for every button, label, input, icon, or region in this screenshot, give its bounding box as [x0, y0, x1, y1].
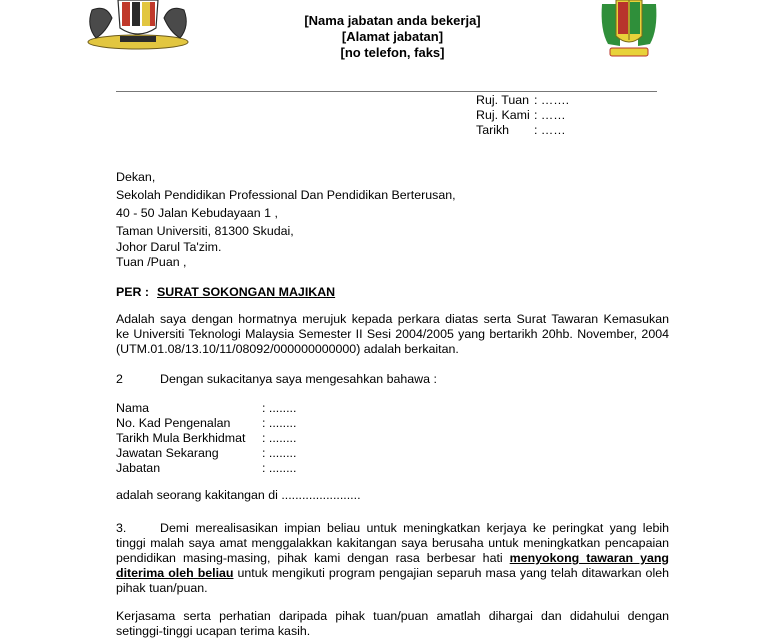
field-value: : ........: [262, 461, 297, 475]
right-crest-logo: [596, 0, 662, 62]
paragraph-1-line-2: ke Universiti Teknologi Malaysia Semester II Sesi 2004/2005 yang bertarikh 20hb. November, 2004: [116, 327, 669, 341]
staff-line: adalah seorang kakitangan di .......................: [116, 488, 361, 502]
field-value: : ........: [262, 416, 297, 430]
recipient-line-2: Sekolah Pendidikan Professional Dan Pendidikan Berterusan,: [116, 188, 456, 202]
recipient-line-5: Johor Darul Ta'zim.: [116, 240, 222, 254]
subject-line: [116, 285, 335, 300]
field-row-nama: [116, 401, 296, 416]
reference-block: [476, 93, 569, 138]
paragraph-2: [116, 372, 437, 387]
paragraph-3-line-1: [116, 521, 669, 536]
tarikh-row: [476, 123, 569, 138]
field-label: Nama: [116, 401, 150, 415]
paragraph-2-text: Dengan sukacitanya saya mengesahkan bahawa :: [160, 372, 437, 386]
paragraph-1-line-1: Adalah saya dengan hormatnya merujuk kepada perkara diatas serta Surat Tawaran Kemasukan: [116, 312, 669, 326]
subject-prefix: PER :: [116, 285, 150, 299]
paragraph-3-line-4: [116, 566, 669, 581]
ruj-tuan-value: : …….: [534, 93, 570, 107]
ruj-tuan-label: Ruj. Tuan: [476, 93, 530, 107]
field-value: : ........: [262, 431, 297, 445]
paragraph-3-line-3-text: pendidikan masing-masing, pihak kami dengan rasa berbesar hati: [116, 551, 510, 565]
paragraph-1: [116, 312, 669, 357]
field-label: Jawatan Sekarang: [116, 446, 219, 460]
closing-line-2: setinggi-tinggi ucapan terima kasih.: [116, 624, 311, 638]
recipient-line-3: 40 - 50 Jalan Kebudayaan 1 ,: [116, 206, 278, 220]
paragraph-1-line-3: (UTM.01.08/13.10/11/08092/000000000000) adalah berkaitan.: [116, 342, 459, 356]
paragraph-3-number: 3.: [116, 521, 127, 535]
ruj-kami-row: [476, 108, 569, 123]
department-address: [Alamat jabatan]: [341, 29, 444, 44]
field-value: : ........: [262, 401, 297, 415]
field-row-tarikh-mula: [116, 431, 296, 446]
salutation: Tuan /Puan ,: [116, 255, 187, 269]
department-phone-fax: [no telefon, faks]: [340, 45, 445, 60]
ruj-kami-value: : ……: [534, 108, 566, 122]
field-label: Jabatan: [116, 461, 161, 475]
tarikh-value: : ……: [534, 123, 566, 137]
closing-paragraph: [116, 609, 669, 639]
paragraph-3-line-1-text: Demi merealisasikan impian beliau untuk meningkatkan kerjaya ke peringkat yang lebih: [160, 521, 669, 535]
emphasis-support-offer: menyokong tawaran yang: [509, 551, 669, 565]
ruj-tuan-row: [476, 93, 569, 108]
ruj-kami-label: Ruj. Kami: [476, 108, 530, 122]
paragraph-3-line-3: [116, 551, 669, 566]
paragraph-3-line-5: pihak tuan/puan.: [116, 581, 208, 595]
field-row-jawatan: [116, 446, 296, 461]
subject-title: SURAT SOKONGAN MAJIKAN: [157, 285, 336, 299]
employee-details: [116, 401, 296, 476]
paragraph-3-line-4-text: untuk mengikuti program pengajian separuh masa yang telah ditawarkan oleh: [233, 566, 669, 580]
closing-line-1: Kerjasama serta perhatian daripada pihak tuan/puan amatlah dihargai dan didahului dengan: [116, 609, 669, 623]
paragraph-3: [116, 521, 669, 596]
field-value: : ........: [262, 446, 297, 460]
recipient-line-4: Taman Universiti, 81300 Skudai,: [116, 224, 294, 238]
emphasis-accepted-by: diterima oleh beliau: [116, 566, 234, 580]
field-label: No. Kad Pengenalan: [116, 416, 231, 430]
recipient-line-1: Dekan,: [116, 170, 156, 184]
field-row-jabatan: [116, 461, 296, 476]
paragraph-2-number: 2: [116, 372, 123, 386]
recipient-address: [116, 168, 456, 270]
field-row-kad-pengenalan: [116, 416, 296, 431]
tarikh-label: Tarikh: [476, 123, 510, 137]
header-divider: [116, 91, 657, 92]
field-label: Tarikh Mula Berkhidmat: [116, 431, 246, 445]
paragraph-3-line-2: tinggi malah saya amat menggalakkan kakitangan saya berusaha untuk meningkatkan pencapaian: [116, 536, 669, 550]
left-crest-logo: [82, 0, 194, 54]
department-name: [Nama jabatan anda bekerja]: [304, 13, 481, 28]
